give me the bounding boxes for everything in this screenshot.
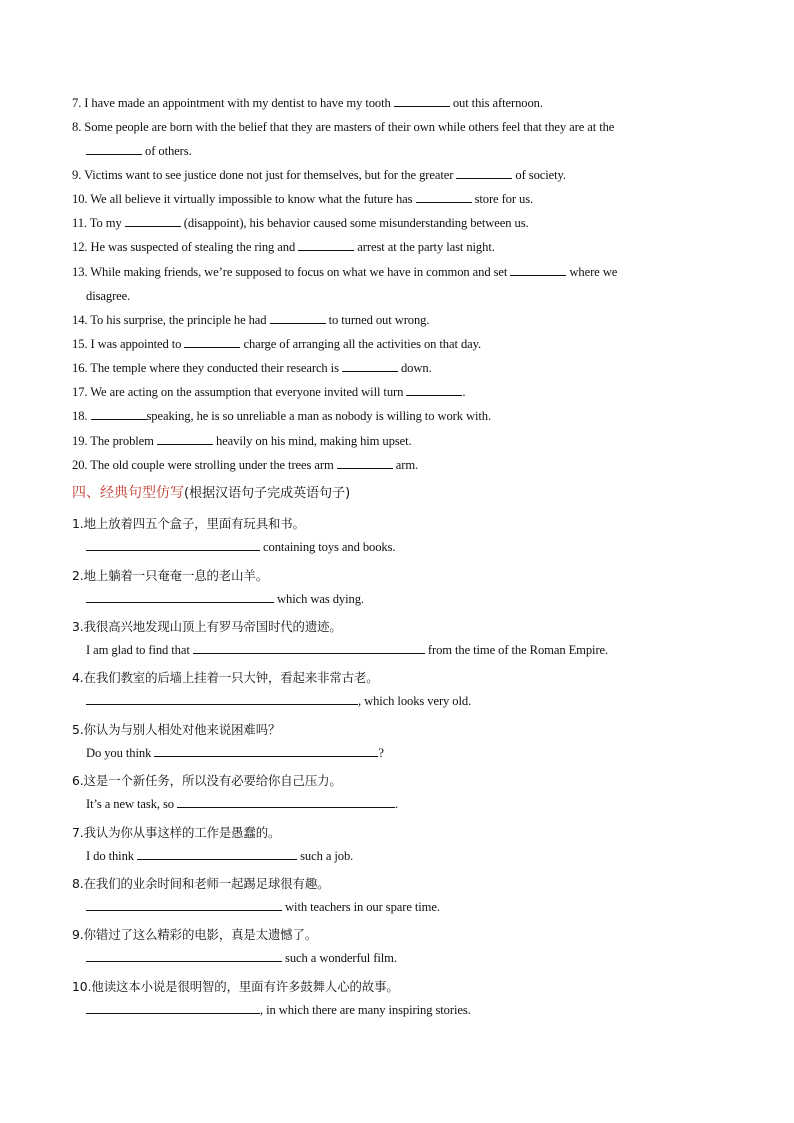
translation-prompt-8: 8.在我们的业余时间和老师一起踢足球很有趣。 <box>72 876 330 891</box>
fill-item-19 <box>72 434 412 449</box>
item-text: 19. The problem <box>72 434 157 448</box>
section-title: 四、经典句型仿写 <box>72 485 184 501</box>
item-text: charge of arranging all the activities on that day. <box>240 337 482 351</box>
translation-prompt-7: 7.我认为你从事这样的工作是愚蠢的。 <box>72 825 281 840</box>
translation-prompt-2: 2.地上躺着一只奄奄一息的老山羊。 <box>72 568 268 583</box>
translation-answer-10 <box>86 1003 471 1018</box>
answer-blank[interactable] <box>86 540 260 551</box>
fill-item-8-cont <box>86 144 192 159</box>
item-text: to turned out wrong. <box>325 313 430 327</box>
fill-item-9 <box>72 168 566 183</box>
answer-blank[interactable] <box>456 168 512 179</box>
answer-blank[interactable] <box>86 694 358 705</box>
fill-item-20 <box>72 458 418 473</box>
answer-blank[interactable] <box>86 144 142 155</box>
fill-item-18 <box>72 409 491 424</box>
item-text: heavily on his mind, making him upset. <box>212 434 412 448</box>
item-text: disagree. <box>86 289 131 303</box>
answer-blank[interactable] <box>137 849 297 860</box>
translation-prompt-4: 4.在我们教室的后墙上挂着一只大钟，看起来非常古老。 <box>72 670 379 685</box>
item-text: 14. To his surprise, the principle he had <box>72 313 270 327</box>
fill-item-8 <box>72 120 614 135</box>
section-note: (根据汉语句子完成英语句子) <box>184 486 351 501</box>
item-text: 18. <box>72 409 91 423</box>
item-text: arm. <box>392 458 419 472</box>
answer-prefix: It’s a new task, so <box>86 797 178 811</box>
answer-prefix: I do think <box>86 849 138 863</box>
item-text: of others. <box>142 144 192 158</box>
section-heading <box>72 482 350 502</box>
answer-blank[interactable] <box>184 337 240 348</box>
answer-suffix: ? <box>378 746 384 760</box>
translation-answer-9 <box>86 951 397 966</box>
translation-answer-5 <box>86 746 384 761</box>
item-text: arrest at the party last night. <box>354 240 495 254</box>
item-text: 16. The temple where they conducted their research is <box>72 361 342 375</box>
answer-blank[interactable] <box>177 797 395 808</box>
fill-item-14 <box>72 313 429 328</box>
translation-prompt-9: 9.你错过了这么精彩的电影，真是太遗憾了。 <box>72 927 318 942</box>
translation-prompt-1: 1.地上放着四五个盒子，里面有玩具和书。 <box>72 516 305 531</box>
item-text: 17. We are acting on the assumption that everyone invited will turn <box>72 385 407 399</box>
answer-prefix: I am glad to find that <box>86 643 193 657</box>
answer-suffix: containing toys and books. <box>260 540 396 554</box>
item-text: 20. The old couple were strolling under the trees arm <box>72 458 337 472</box>
translation-answer-3 <box>86 643 608 658</box>
fill-item-13 <box>72 265 617 280</box>
answer-blank[interactable] <box>337 458 393 469</box>
item-text: 10. We all believe it virtually impossible to know what the future has <box>72 192 416 206</box>
answer-blank[interactable] <box>125 216 181 227</box>
answer-blank[interactable] <box>270 313 326 324</box>
answer-suffix: from the time of the Roman Empire. <box>424 643 609 657</box>
item-text: 13. While making friends, we’re supposed to focus on what we have in common and set <box>72 265 511 279</box>
fill-item-13-cont <box>86 289 130 304</box>
answer-suffix: such a wonderful film. <box>282 951 397 965</box>
answer-blank[interactable] <box>193 643 425 654</box>
translation-answer-2 <box>86 592 364 607</box>
fill-item-12 <box>72 240 495 255</box>
answer-suffix: with teachers in our spare time. <box>282 900 440 914</box>
answer-suffix: such a job. <box>297 849 354 863</box>
answer-blank[interactable] <box>298 240 354 251</box>
item-text: down. <box>397 361 432 375</box>
translation-answer-7 <box>86 849 353 864</box>
answer-blank[interactable] <box>86 951 282 962</box>
translation-prompt-3: 3.我很高兴地发现山顶上有罗马帝国时代的遗迹。 <box>72 619 342 634</box>
item-text: 12. He was suspected of stealing the ring and <box>72 240 299 254</box>
answer-suffix: . <box>395 797 399 811</box>
answer-suffix: , which looks very old. <box>358 694 472 708</box>
item-text: of society. <box>512 168 566 182</box>
item-text: 8. Some people are born with the belief that they are masters of their own while others feel that they are at the <box>72 120 615 134</box>
answer-suffix: , in which there are many inspiring stories. <box>260 1003 471 1017</box>
item-text: 11. To my <box>72 216 125 230</box>
fill-item-16 <box>72 361 432 376</box>
answer-blank[interactable] <box>86 592 274 603</box>
item-text: where we <box>566 265 618 279</box>
item-text: out this afternoon. <box>449 96 543 110</box>
translation-answer-8 <box>86 900 440 915</box>
answer-blank[interactable] <box>91 409 147 420</box>
answer-blank[interactable] <box>154 746 378 757</box>
answer-blank[interactable] <box>342 361 398 372</box>
fill-item-11 <box>72 216 529 231</box>
item-text: 7. I have made an appointment with my dentist to have my tooth <box>72 96 394 110</box>
translation-answer-1 <box>86 540 395 555</box>
item-text: 15. I was appointed to <box>72 337 185 351</box>
answer-blank[interactable] <box>394 96 450 107</box>
answer-blank[interactable] <box>406 385 462 396</box>
answer-suffix: which was dying. <box>274 592 364 606</box>
answer-blank[interactable] <box>86 900 282 911</box>
translation-prompt-6: 6.这是一个新任务，所以没有必要给你自己压力。 <box>72 773 342 788</box>
fill-item-10 <box>72 192 533 207</box>
translation-prompt-10: 10.他读这本小说是很明智的，里面有许多鼓舞人心的故事。 <box>72 979 399 994</box>
fill-item-15 <box>72 337 481 352</box>
answer-prefix: Do you think <box>86 746 155 760</box>
fill-item-7 <box>72 96 543 111</box>
answer-blank[interactable] <box>416 192 472 203</box>
fill-item-17 <box>72 385 465 400</box>
item-text: 9. Victims want to see justice done not just for themselves, but for the greater <box>72 168 457 182</box>
item-text: store for us. <box>471 192 534 206</box>
item-text: (disappoint), his behavior caused some misunderstanding between us. <box>180 216 529 230</box>
item-text: . <box>462 385 466 399</box>
answer-blank[interactable] <box>510 265 566 276</box>
translation-answer-6 <box>86 797 398 812</box>
item-text: speaking, he is so unreliable a man as nobody is willing to work with. <box>146 409 492 423</box>
translation-answer-4 <box>86 694 471 709</box>
answer-blank[interactable] <box>86 1003 260 1014</box>
answer-blank[interactable] <box>157 434 213 445</box>
translation-prompt-5: 5.你认为与别人相处对他来说困难吗？ <box>72 722 281 737</box>
